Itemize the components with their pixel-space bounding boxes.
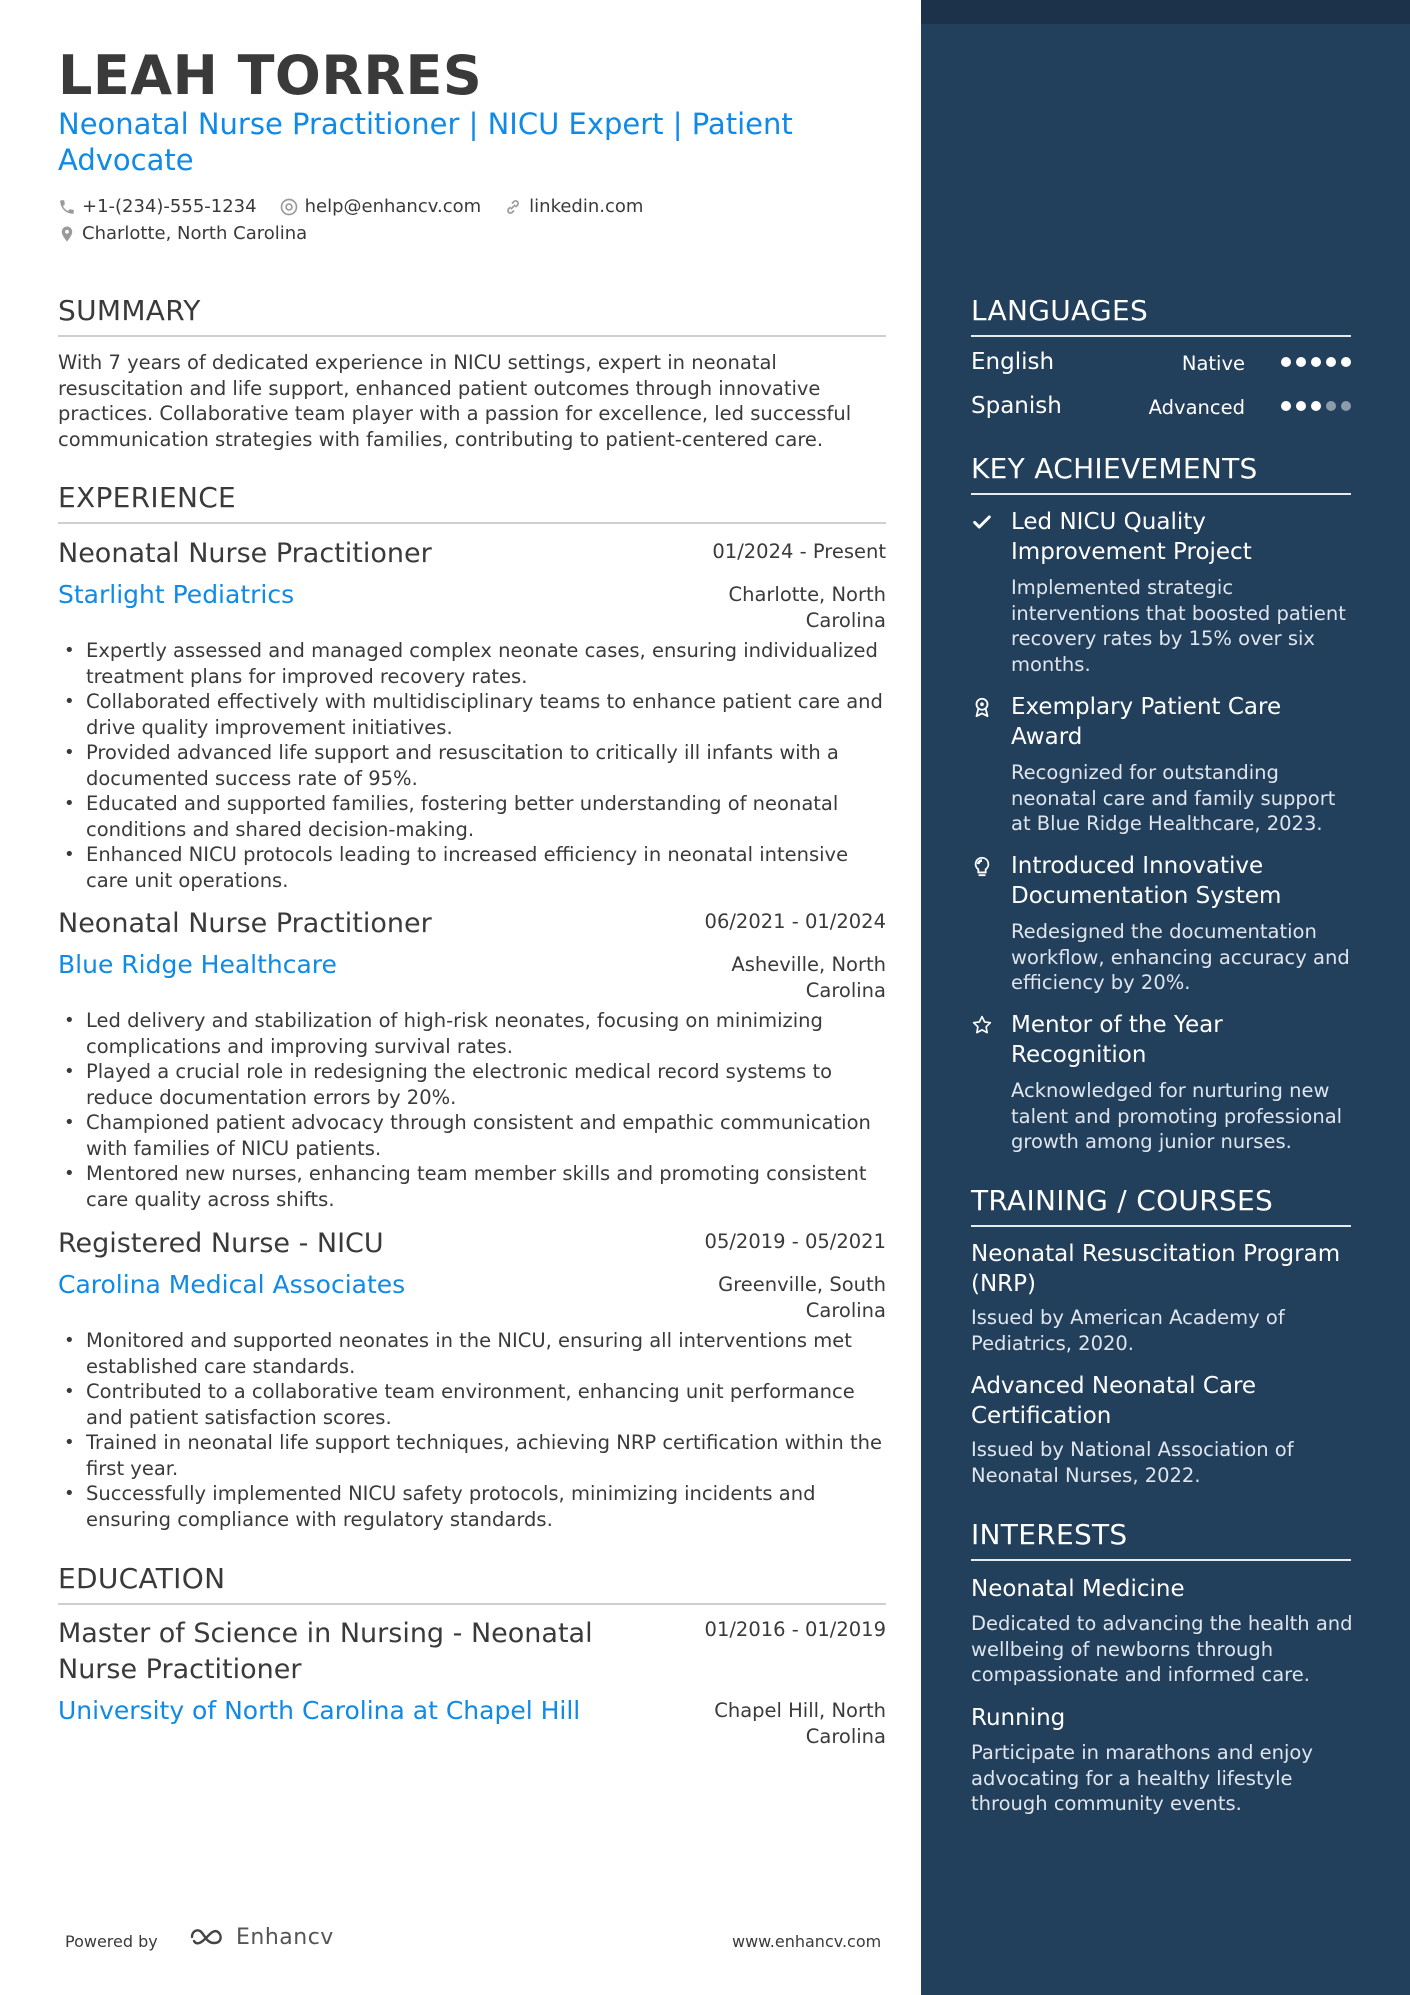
language-name: English xyxy=(971,349,1055,375)
footer-url[interactable] xyxy=(732,1932,881,1951)
job-company: Starlight Pediatrics xyxy=(58,580,295,609)
rating-dot-empty xyxy=(1341,401,1351,411)
rating-dot-filled xyxy=(1311,401,1321,411)
experience-title: EXPERIENCE xyxy=(58,481,886,524)
job-title: Neonatal Nurse Practitioner xyxy=(58,908,432,939)
achievement-title: Led NICU Quality Improvement Project xyxy=(1011,509,1252,565)
website-text: linkedin.com xyxy=(529,196,644,217)
job-bullet: • Educated and supported families, fostering better understanding of neonatal conditions and shared decision-making. xyxy=(86,791,886,842)
job-bullets xyxy=(58,1328,886,1532)
link-icon xyxy=(503,197,523,217)
language-item xyxy=(971,393,1351,425)
rating-dot-filled xyxy=(1296,401,1306,411)
interest-title: Running xyxy=(971,1705,1066,1731)
interest-desc: Participate in marathons and enjoy advocating for a healthy lifestyle through community events. xyxy=(971,1741,1313,1815)
language-name: Spanish xyxy=(971,393,1062,419)
interest-title: Neonatal Medicine xyxy=(971,1576,1185,1602)
education-title: EDUCATION xyxy=(58,1562,886,1605)
award-icon xyxy=(971,696,993,718)
contact-website[interactable] xyxy=(503,196,643,217)
language-rating xyxy=(1276,357,1351,367)
footer-powered xyxy=(65,1932,158,1951)
language-item xyxy=(971,349,1351,381)
job-bullet: • Championed patient advocacy through consistent and empathic communication with families of NICU patients. xyxy=(86,1110,886,1161)
rating-dot-filled xyxy=(1281,401,1291,411)
job-bullet: • Mentored new nurses, enhancing team member skills and promoting consistent care quality across shifts. xyxy=(86,1161,886,1212)
job-bullet: • Successfully implemented NICU safety protocols, minimizing incidents and ensuring compliance with regulatory standards. xyxy=(86,1481,886,1532)
job-dates: 05/2019 - 05/2021 xyxy=(704,1230,886,1253)
degree-title: Master of Science in Nursing - Neonatal Nurse Practitioner xyxy=(58,1618,593,1685)
job-bullet: • Played a crucial role in redesigning the electronic medical record systems to reduce documentation errors by 20%. xyxy=(86,1059,886,1110)
contact-location xyxy=(58,223,329,244)
contact-email[interactable] xyxy=(279,196,482,217)
check-icon xyxy=(971,511,993,533)
job-bullet: • Expertly assessed and managed complex neonate cases, ensuring individualized treatment plans for improved recovery rates. xyxy=(86,638,886,689)
language-rating xyxy=(1276,401,1351,411)
achievement-desc: Acknowledged for nurturing new talent and promoting professional growth among junior nurses. xyxy=(1011,1079,1343,1153)
training-title: TRAINING / COURSES xyxy=(971,1184,1351,1227)
email-text: help@enhancv.com xyxy=(304,196,482,217)
sidebar-top-bar xyxy=(921,0,1410,24)
course-title: Advanced Neonatal Care Certification xyxy=(971,1373,1257,1429)
rating-dot-filled xyxy=(1296,357,1306,367)
course-title: Neonatal Resuscitation Program (NRP) xyxy=(971,1241,1341,1297)
job-bullets xyxy=(58,1008,886,1212)
education-location: Chapel Hill, North Carolina xyxy=(714,1699,886,1748)
footer-url-text: www.enhancv.com xyxy=(732,1932,882,1951)
contact-phone xyxy=(58,196,257,217)
job-title: Neonatal Nurse Practitioner xyxy=(58,538,432,569)
rating-dot-empty xyxy=(1326,401,1336,411)
job-bullet: • Contributed to a collaborative team environment, enhancing unit performance and patient satisfaction scores. xyxy=(86,1379,886,1430)
education-dates: 01/2016 - 01/2019 xyxy=(704,1618,886,1641)
phone-icon xyxy=(58,198,76,216)
achievement-title: Mentor of the Year Recognition xyxy=(1011,1012,1223,1068)
rating-dot-filled xyxy=(1281,357,1291,367)
language-level: Native xyxy=(1181,352,1245,375)
job-location: Charlotte, North Carolina xyxy=(728,583,886,632)
school-name: University of North Carolina at Chapel Hill xyxy=(58,1696,581,1725)
job-dates: 01/2024 - Present xyxy=(712,540,886,563)
achievement-desc: Implemented strategic interventions that boosted patient recovery rates by 15% over six months. xyxy=(1011,576,1346,676)
job-company: Blue Ridge Healthcare xyxy=(58,950,337,979)
job-bullet: • Provided advanced life support and resuscitation to critically ill infants with a documented success rate of 95%. xyxy=(86,740,886,791)
job-bullet: • Collaborated effectively with multidisciplinary teams to enhance patient care and drive quality improvement initiatives. xyxy=(86,689,886,740)
location-item xyxy=(58,223,307,244)
enhancv-logo-icon xyxy=(184,1924,230,1950)
headline: Neonatal Nurse Practitioner | NICU Expert | Patient Advocate xyxy=(58,107,793,177)
achievement-title: Introduced Innovative Documentation System xyxy=(1011,853,1282,909)
powered-by-label: Powered by xyxy=(65,1932,158,1951)
rating-dot-filled xyxy=(1311,357,1321,367)
job-dates: 06/2021 - 01/2024 xyxy=(704,910,886,933)
achievement-desc: Recognized for outstanding neonatal care and family support at Blue Ridge Healthcare, 2023. xyxy=(1011,761,1336,835)
job-bullet: • Monitored and supported neonates in the NICU, ensuring all interventions met established care standards. xyxy=(86,1328,886,1379)
achievement-title: Exemplary Patient Care Award xyxy=(1011,694,1282,750)
languages-title: LANGUAGES xyxy=(971,294,1351,337)
job-bullets xyxy=(58,638,886,893)
star-icon xyxy=(971,1014,993,1036)
job-title: Registered Nurse - NICU xyxy=(58,1228,384,1259)
job-location: Greenville, South Carolina xyxy=(718,1273,886,1322)
location-text: Charlotte, North Carolina xyxy=(82,223,308,244)
candidate-name: LEAH TORRES xyxy=(58,44,483,107)
course-desc: Issued by American Academy of Pediatrics, 2020. xyxy=(971,1306,1285,1355)
summary-text: With 7 years of dedicated experience in NICU settings, expert in neonatal resuscitation and life support, enhanced patient outcomes through innovative practices. Collaborative team player with a passion for excellence, led successful communication strategies with families, contributing to patient-centered care. xyxy=(58,351,852,451)
job-bullet: • Trained in neonatal life support techniques, achieving NRP certification within the first year. xyxy=(86,1430,886,1481)
interest-desc: Dedicated to advancing the health and wellbeing of newborns through compassionate and informed care. xyxy=(971,1612,1353,1686)
sidebar xyxy=(921,0,1410,1995)
job-bullet: • Led delivery and stabilization of high-risk neonates, focusing on minimizing complications and improving survival rates. xyxy=(86,1008,886,1059)
job-location: Asheville, North Carolina xyxy=(731,953,886,1002)
phone-text: +1-(234)-555-1234 xyxy=(82,196,257,217)
job-company: Carolina Medical Associates xyxy=(58,1270,406,1299)
course-desc: Issued by National Association of Neonatal Nurses, 2022. xyxy=(971,1438,1294,1487)
interests-title: INTERESTS xyxy=(971,1518,1351,1561)
job-bullet: • Enhanced NICU protocols leading to increased efficiency in neonatal intensive care unit operations. xyxy=(86,842,886,893)
location-pin-icon xyxy=(58,224,76,244)
rating-dot-filled xyxy=(1326,357,1336,367)
enhancv-brand: Enhancv xyxy=(236,1924,334,1950)
language-level: Advanced xyxy=(1148,396,1245,419)
rating-dot-filled xyxy=(1341,357,1351,367)
lightbulb-icon xyxy=(971,855,993,877)
summary-title: SUMMARY xyxy=(58,294,886,337)
enhancv-logo[interactable] xyxy=(184,1924,334,1950)
at-icon xyxy=(279,197,299,217)
achievement-desc: Redesigned the documentation workflow, enhancing accuracy and efficiency by 20%. xyxy=(1011,920,1350,994)
achievements-title: KEY ACHIEVEMENTS xyxy=(971,452,1351,495)
contact-row xyxy=(58,196,665,217)
